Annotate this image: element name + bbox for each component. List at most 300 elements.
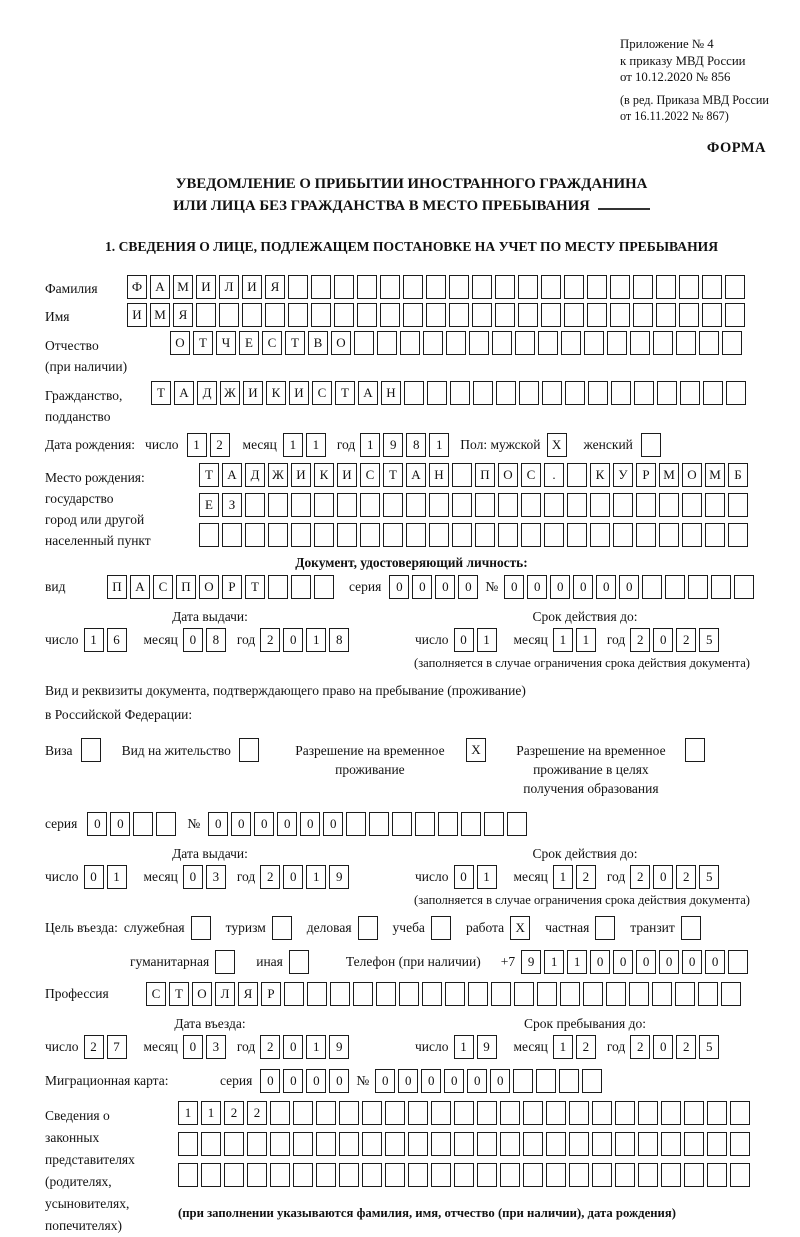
char-box[interactable] <box>380 275 400 299</box>
char-box[interactable] <box>380 303 400 327</box>
char-box[interactable] <box>564 275 584 299</box>
purpose-private-checkbox[interactable] <box>595 916 618 940</box>
char-box[interactable]: Е <box>199 493 219 517</box>
char-box[interactable] <box>633 303 653 327</box>
char-box[interactable]: Ж <box>220 381 240 405</box>
visa-checkbox[interactable] <box>81 737 104 762</box>
char-box[interactable] <box>567 523 587 547</box>
char-box[interactable] <box>431 916 451 940</box>
char-box[interactable]: 2 <box>630 865 650 889</box>
char-box[interactable]: 0 <box>254 812 274 836</box>
char-box[interactable]: 1 <box>477 628 497 652</box>
char-box[interactable]: 0 <box>375 1069 395 1093</box>
char-box[interactable]: 0 <box>527 575 547 599</box>
char-box[interactable] <box>178 1163 198 1187</box>
char-box[interactable]: Я <box>265 275 285 299</box>
char-box[interactable]: 2 <box>676 628 696 652</box>
char-box[interactable]: М <box>705 463 725 487</box>
char-box[interactable]: Ч <box>216 331 236 355</box>
char-box[interactable] <box>196 303 216 327</box>
char-box[interactable] <box>404 381 424 405</box>
char-box[interactable]: А <box>150 275 170 299</box>
char-box[interactable]: 0 <box>596 575 616 599</box>
char-box[interactable]: 0 <box>208 812 228 836</box>
char-box[interactable] <box>498 493 518 517</box>
char-box[interactable] <box>495 275 515 299</box>
char-box[interactable]: И <box>196 275 216 299</box>
char-box[interactable]: О <box>331 331 351 355</box>
char-box[interactable] <box>362 1163 382 1187</box>
residence-number-boxes[interactable] <box>208 812 530 836</box>
char-box[interactable]: X <box>510 916 530 940</box>
char-box[interactable] <box>610 303 630 327</box>
char-box[interactable]: 1 <box>283 433 303 457</box>
char-box[interactable]: 1 <box>544 950 564 974</box>
char-box[interactable]: Д <box>197 381 217 405</box>
char-box[interactable]: Р <box>261 982 281 1006</box>
char-box[interactable] <box>452 493 472 517</box>
char-box[interactable] <box>560 982 580 1006</box>
char-box[interactable] <box>156 812 176 836</box>
char-box[interactable] <box>376 982 396 1006</box>
char-box[interactable] <box>475 523 495 547</box>
char-box[interactable]: О <box>199 575 219 599</box>
char-box[interactable] <box>636 493 656 517</box>
char-box[interactable]: 2 <box>210 433 230 457</box>
char-box[interactable] <box>354 331 374 355</box>
char-box[interactable] <box>201 1132 221 1156</box>
char-box[interactable]: 0 <box>705 950 725 974</box>
char-box[interactable] <box>726 381 746 405</box>
char-box[interactable]: 0 <box>613 950 633 974</box>
char-box[interactable]: 1 <box>84 628 104 652</box>
char-box[interactable]: 9 <box>329 865 349 889</box>
char-box[interactable] <box>661 1101 681 1125</box>
char-box[interactable] <box>445 982 465 1006</box>
char-box[interactable] <box>675 982 695 1006</box>
char-box[interactable] <box>730 1163 750 1187</box>
char-box[interactable] <box>392 812 412 836</box>
char-box[interactable]: А <box>130 575 150 599</box>
char-box[interactable]: 0 <box>183 1035 203 1059</box>
char-box[interactable] <box>661 1132 681 1156</box>
char-box[interactable] <box>513 1069 533 1093</box>
char-box[interactable] <box>291 493 311 517</box>
char-box[interactable]: С <box>153 575 173 599</box>
char-box[interactable]: 5 <box>699 865 719 889</box>
char-box[interactable] <box>607 331 627 355</box>
char-box[interactable] <box>656 303 676 327</box>
char-box[interactable]: 9 <box>383 433 403 457</box>
char-box[interactable] <box>521 493 541 517</box>
char-box[interactable] <box>422 982 442 1006</box>
char-box[interactable] <box>728 523 748 547</box>
char-box[interactable]: 0 <box>590 950 610 974</box>
char-box[interactable]: К <box>266 381 286 405</box>
char-box[interactable] <box>652 982 672 1006</box>
char-box[interactable]: 2 <box>676 865 696 889</box>
doc-type-boxes[interactable] <box>107 575 337 599</box>
char-box[interactable] <box>685 738 705 762</box>
char-box[interactable]: 0 <box>110 812 130 836</box>
char-box[interactable]: Р <box>222 575 242 599</box>
char-box[interactable] <box>521 523 541 547</box>
char-box[interactable] <box>415 812 435 836</box>
char-box[interactable]: 1 <box>553 865 573 889</box>
char-box[interactable]: С <box>262 331 282 355</box>
char-box[interactable] <box>339 1163 359 1187</box>
char-box[interactable] <box>595 916 615 940</box>
char-box[interactable]: Т <box>335 381 355 405</box>
char-box[interactable] <box>337 523 357 547</box>
char-box[interactable] <box>702 303 722 327</box>
char-box[interactable] <box>311 303 331 327</box>
char-box[interactable]: 0 <box>619 575 639 599</box>
char-box[interactable]: С <box>146 982 166 1006</box>
char-box[interactable] <box>514 982 534 1006</box>
char-box[interactable]: 0 <box>421 1069 441 1093</box>
char-box[interactable] <box>472 303 492 327</box>
char-box[interactable] <box>582 1069 602 1093</box>
char-box[interactable] <box>565 381 585 405</box>
char-box[interactable] <box>491 982 511 1006</box>
char-box[interactable] <box>707 1163 727 1187</box>
guardians-boxes-3[interactable] <box>178 1163 753 1187</box>
char-box[interactable] <box>334 275 354 299</box>
issue-day-boxes[interactable] <box>84 628 130 652</box>
char-box[interactable]: 7 <box>107 1035 127 1059</box>
char-box[interactable]: Л <box>215 982 235 1006</box>
residence-series-boxes[interactable] <box>87 812 179 836</box>
char-box[interactable]: Е <box>239 331 259 355</box>
char-box[interactable] <box>358 916 378 940</box>
char-box[interactable] <box>201 1163 221 1187</box>
char-box[interactable]: . <box>544 463 564 487</box>
char-box[interactable]: 0 <box>398 1069 418 1093</box>
char-box[interactable] <box>523 1163 543 1187</box>
char-box[interactable] <box>606 982 626 1006</box>
char-box[interactable] <box>542 381 562 405</box>
char-box[interactable] <box>682 493 702 517</box>
char-box[interactable] <box>314 523 334 547</box>
char-box[interactable]: З <box>222 493 242 517</box>
purpose-humanitarian-checkbox[interactable] <box>215 950 238 974</box>
char-box[interactable]: 0 <box>183 628 203 652</box>
char-box[interactable]: Ж <box>268 463 288 487</box>
citizenship-boxes[interactable] <box>151 381 749 405</box>
char-box[interactable] <box>288 275 308 299</box>
char-box[interactable]: 0 <box>283 1035 303 1059</box>
char-box[interactable] <box>546 1101 566 1125</box>
purpose-study-checkbox[interactable] <box>431 916 454 940</box>
char-box[interactable] <box>426 275 446 299</box>
char-box[interactable]: 0 <box>490 1069 510 1093</box>
char-box[interactable] <box>541 303 561 327</box>
char-box[interactable] <box>377 331 397 355</box>
temp-residence-education-checkbox[interactable] <box>685 737 708 762</box>
char-box[interactable]: 0 <box>277 812 297 836</box>
char-box[interactable] <box>316 1101 336 1125</box>
char-box[interactable] <box>496 381 516 405</box>
char-box[interactable] <box>590 523 610 547</box>
char-box[interactable]: Н <box>429 463 449 487</box>
char-box[interactable] <box>311 275 331 299</box>
char-box[interactable] <box>536 1069 556 1093</box>
char-box[interactable]: 1 <box>178 1101 198 1125</box>
char-box[interactable]: 9 <box>329 1035 349 1059</box>
char-box[interactable] <box>588 381 608 405</box>
stay-month-boxes[interactable] <box>553 1035 599 1059</box>
char-box[interactable] <box>288 303 308 327</box>
char-box[interactable] <box>291 523 311 547</box>
purpose-transit-checkbox[interactable] <box>681 916 704 940</box>
char-box[interactable] <box>475 493 495 517</box>
birth-month-boxes[interactable] <box>283 433 329 457</box>
char-box[interactable]: 0 <box>653 1035 673 1059</box>
char-box[interactable]: А <box>358 381 378 405</box>
char-box[interactable] <box>245 523 265 547</box>
char-box[interactable]: П <box>475 463 495 487</box>
char-box[interactable]: 1 <box>576 628 596 652</box>
char-box[interactable] <box>681 916 701 940</box>
residence-issue-year-boxes[interactable] <box>260 865 352 889</box>
char-box[interactable] <box>703 381 723 405</box>
char-box[interactable] <box>653 331 673 355</box>
char-box[interactable] <box>500 1163 520 1187</box>
char-box[interactable] <box>362 1101 382 1125</box>
char-box[interactable]: X <box>466 738 486 762</box>
char-box[interactable] <box>679 275 699 299</box>
char-box[interactable]: М <box>659 463 679 487</box>
char-box[interactable] <box>316 1163 336 1187</box>
valid-year-boxes[interactable] <box>630 628 722 652</box>
char-box[interactable] <box>544 523 564 547</box>
char-box[interactable] <box>293 1132 313 1156</box>
given-name-boxes[interactable] <box>127 303 748 327</box>
char-box[interactable]: 0 <box>283 628 303 652</box>
char-box[interactable]: Р <box>636 463 656 487</box>
char-box[interactable] <box>657 381 677 405</box>
char-box[interactable] <box>546 1132 566 1156</box>
char-box[interactable] <box>265 303 285 327</box>
char-box[interactable]: К <box>314 463 334 487</box>
temp-residence-checkbox[interactable] <box>466 737 489 762</box>
char-box[interactable]: 3 <box>206 865 226 889</box>
char-box[interactable]: 0 <box>467 1069 487 1093</box>
char-box[interactable]: 1 <box>306 628 326 652</box>
residence-issue-day-boxes[interactable] <box>84 865 130 889</box>
doc-number-boxes[interactable] <box>504 575 757 599</box>
char-box[interactable] <box>427 381 447 405</box>
purpose-work-checkbox[interactable] <box>510 916 533 940</box>
char-box[interactable]: 1 <box>187 433 207 457</box>
char-box[interactable] <box>702 275 722 299</box>
char-box[interactable] <box>523 1132 543 1156</box>
char-box[interactable] <box>682 523 702 547</box>
char-box[interactable]: П <box>176 575 196 599</box>
char-box[interactable]: И <box>337 463 357 487</box>
char-box[interactable] <box>383 493 403 517</box>
char-box[interactable] <box>638 1163 658 1187</box>
char-box[interactable]: 0 <box>444 1069 464 1093</box>
male-checkbox[interactable] <box>547 433 570 457</box>
char-box[interactable] <box>239 738 259 762</box>
char-box[interactable] <box>284 982 304 1006</box>
issue-month-boxes[interactable] <box>183 628 229 652</box>
char-box[interactable] <box>438 812 458 836</box>
char-box[interactable]: Т <box>151 381 171 405</box>
purpose-tourism-checkbox[interactable] <box>272 916 295 940</box>
char-box[interactable] <box>561 331 581 355</box>
char-box[interactable]: 2 <box>224 1101 244 1125</box>
char-box[interactable]: 1 <box>306 865 326 889</box>
char-box[interactable] <box>630 331 650 355</box>
char-box[interactable]: 5 <box>699 628 719 652</box>
char-box[interactable]: 9 <box>521 950 541 974</box>
char-box[interactable] <box>659 523 679 547</box>
char-box[interactable] <box>684 1101 704 1125</box>
char-box[interactable]: 1 <box>360 433 380 457</box>
char-box[interactable] <box>383 523 403 547</box>
char-box[interactable] <box>268 523 288 547</box>
char-box[interactable] <box>400 331 420 355</box>
entry-day-boxes[interactable] <box>84 1035 130 1059</box>
residence-valid-year-boxes[interactable] <box>630 865 722 889</box>
stay-day-boxes[interactable] <box>454 1035 500 1059</box>
char-box[interactable] <box>523 1101 543 1125</box>
char-box[interactable]: Н <box>381 381 401 405</box>
char-box[interactable] <box>408 1101 428 1125</box>
char-box[interactable] <box>369 812 389 836</box>
char-box[interactable] <box>270 1132 290 1156</box>
char-box[interactable] <box>431 1132 451 1156</box>
char-box[interactable] <box>385 1101 405 1125</box>
char-box[interactable]: Т <box>193 331 213 355</box>
char-box[interactable]: 2 <box>247 1101 267 1125</box>
char-box[interactable] <box>569 1101 589 1125</box>
char-box[interactable]: 0 <box>550 575 570 599</box>
char-box[interactable]: С <box>360 463 380 487</box>
char-box[interactable]: 0 <box>87 812 107 836</box>
char-box[interactable]: 1 <box>553 1035 573 1059</box>
char-box[interactable]: 8 <box>406 433 426 457</box>
char-box[interactable] <box>705 523 725 547</box>
char-box[interactable]: 0 <box>84 865 104 889</box>
char-box[interactable] <box>81 738 101 762</box>
guardians-boxes-1[interactable] <box>178 1101 753 1125</box>
char-box[interactable] <box>518 275 538 299</box>
char-box[interactable] <box>423 331 443 355</box>
char-box[interactable] <box>314 575 334 599</box>
char-box[interactable] <box>431 1101 451 1125</box>
char-box[interactable] <box>569 1132 589 1156</box>
char-box[interactable] <box>449 303 469 327</box>
char-box[interactable] <box>725 275 745 299</box>
char-box[interactable] <box>247 1163 267 1187</box>
char-box[interactable]: 2 <box>576 865 596 889</box>
char-box[interactable] <box>615 1101 635 1125</box>
char-box[interactable] <box>357 275 377 299</box>
char-box[interactable] <box>587 275 607 299</box>
char-box[interactable] <box>452 463 472 487</box>
char-box[interactable] <box>730 1101 750 1125</box>
profession-boxes[interactable] <box>146 982 744 1006</box>
char-box[interactable] <box>403 275 423 299</box>
char-box[interactable]: Т <box>245 575 265 599</box>
char-box[interactable] <box>661 1163 681 1187</box>
char-box[interactable] <box>642 575 662 599</box>
char-box[interactable] <box>730 1132 750 1156</box>
char-box[interactable] <box>567 493 587 517</box>
migration-series-boxes[interactable] <box>260 1069 352 1093</box>
char-box[interactable] <box>721 982 741 1006</box>
char-box[interactable] <box>541 275 561 299</box>
char-box[interactable]: Я <box>173 303 193 327</box>
char-box[interactable] <box>698 982 718 1006</box>
char-box[interactable] <box>477 1163 497 1187</box>
char-box[interactable] <box>314 493 334 517</box>
char-box[interactable]: 2 <box>630 628 650 652</box>
char-box[interactable] <box>452 523 472 547</box>
char-box[interactable]: Д <box>245 463 265 487</box>
stay-year-boxes[interactable] <box>630 1035 722 1059</box>
char-box[interactable] <box>245 493 265 517</box>
birth-day-boxes[interactable] <box>187 433 233 457</box>
char-box[interactable] <box>500 1101 520 1125</box>
migration-number-boxes[interactable] <box>375 1069 605 1093</box>
char-box[interactable] <box>611 381 631 405</box>
char-box[interactable] <box>495 303 515 327</box>
char-box[interactable] <box>699 331 719 355</box>
char-box[interactable] <box>360 493 380 517</box>
char-box[interactable] <box>307 982 327 1006</box>
char-box[interactable] <box>454 1101 474 1125</box>
char-box[interactable] <box>688 575 708 599</box>
char-box[interactable] <box>592 1101 612 1125</box>
char-box[interactable] <box>484 812 504 836</box>
char-box[interactable] <box>399 982 419 1006</box>
char-box[interactable]: И <box>243 381 263 405</box>
char-box[interactable] <box>583 982 603 1006</box>
char-box[interactable] <box>337 493 357 517</box>
char-box[interactable]: 0 <box>504 575 524 599</box>
purpose-official-checkbox[interactable] <box>191 916 214 940</box>
char-box[interactable]: 2 <box>576 1035 596 1059</box>
char-box[interactable] <box>684 1132 704 1156</box>
char-box[interactable] <box>293 1163 313 1187</box>
char-box[interactable]: 1 <box>107 865 127 889</box>
char-box[interactable]: М <box>150 303 170 327</box>
char-box[interactable] <box>610 275 630 299</box>
char-box[interactable] <box>629 982 649 1006</box>
char-box[interactable] <box>385 1132 405 1156</box>
guardians-boxes-2[interactable] <box>178 1132 753 1156</box>
char-box[interactable]: 2 <box>260 628 280 652</box>
char-box[interactable] <box>429 523 449 547</box>
char-box[interactable]: Ф <box>127 275 147 299</box>
char-box[interactable] <box>641 433 661 457</box>
char-box[interactable]: И <box>289 381 309 405</box>
char-box[interactable] <box>222 523 242 547</box>
char-box[interactable] <box>587 303 607 327</box>
char-box[interactable] <box>500 1132 520 1156</box>
char-box[interactable] <box>199 523 219 547</box>
char-box[interactable] <box>679 303 699 327</box>
char-box[interactable]: 0 <box>653 865 673 889</box>
char-box[interactable]: 8 <box>206 628 226 652</box>
char-box[interactable] <box>469 331 489 355</box>
char-box[interactable] <box>242 303 262 327</box>
